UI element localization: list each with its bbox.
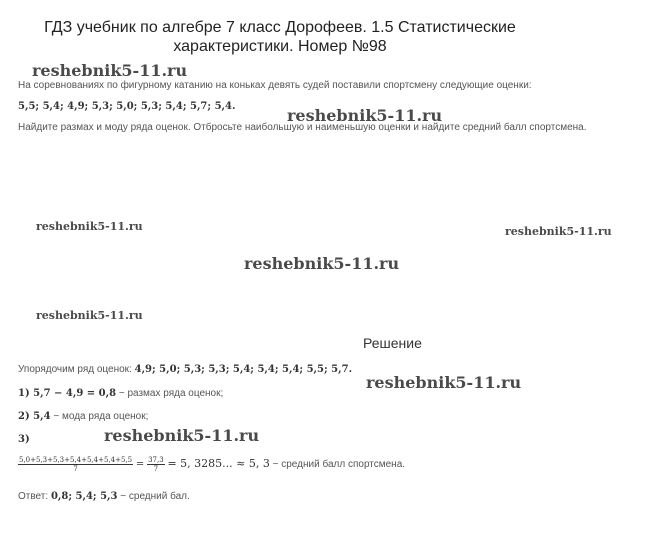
fraction-sum-numerator: 5,0+5,3+5,3+5,4+5,4+5,4+5,5: [19, 456, 133, 464]
task-scores: 5,5; 5,4; 4,9; 5,3; 5,0; 5,3; 5,4; 5,7; 5,4.: [18, 101, 236, 112]
watermark: reshebnik5-11.ru: [32, 61, 188, 80]
step-1-math: 1) 5,7 − 4,9 = 0,8: [18, 388, 117, 399]
fraction-total: [147, 456, 165, 473]
page-title: ГДЗ учебник по алгебре 7 класс Дорофеев. 1.5 Статистические характеристики. Номер №98: [44, 19, 516, 55]
step-1: [18, 388, 223, 399]
watermark: reshebnik5-11.ru: [104, 426, 260, 445]
step-3-formula: [18, 456, 405, 473]
watermark: reshebnik5-11.ru: [36, 220, 143, 233]
watermark: reshebnik5-11.ru: [505, 225, 612, 238]
watermark: reshebnik5-11.ru: [366, 373, 522, 392]
step-1-text: − размах ряда оценок;: [118, 388, 224, 399]
task-intro: На соревнованиях по фигурному катанию на коньках девять судей поставили спортсмену следующие оценки:: [18, 80, 532, 91]
step-3-label: 3): [18, 434, 30, 445]
mean-result: = 5, 3285... ≈ 5, 3: [167, 457, 270, 471]
watermark: reshebnik5-11.ru: [287, 106, 443, 125]
step-3-text: − средний балл спортсмена.: [272, 459, 406, 471]
fraction-total-denominator: 7: [153, 465, 159, 473]
answer-line: [18, 491, 190, 502]
answer-text: − средний бал.: [120, 491, 190, 502]
fraction-sum: [18, 456, 133, 473]
sorted-values: 4,9; 5,0; 5,3; 5,3; 5,4; 5,4; 5,4; 5,5; 5,7.: [134, 364, 353, 375]
fraction-total-numerator: 37,3: [148, 456, 164, 464]
watermark: reshebnik5-11.ru: [244, 254, 400, 273]
answer-values: 0,8; 5,4; 5,3: [50, 491, 118, 502]
sorted-line: [18, 364, 352, 375]
step-2-math: 2) 5,4: [18, 411, 51, 422]
sorted-label: Упорядочим ряд оценок:: [18, 364, 132, 375]
fraction-sum-denominator: 7: [73, 465, 78, 473]
watermark: reshebnik5-11.ru: [36, 309, 143, 322]
equals-sign: =: [135, 459, 145, 471]
task-question: Найдите размах и моду ряда оценок. Отбросьте наибольшую и наименьшую оценки и найдите средний балл спортсмена.: [18, 122, 587, 133]
answer-label: Ответ:: [18, 491, 49, 502]
step-2-text: − мода ряда оценок;: [53, 411, 149, 422]
solution-heading: Решение: [363, 335, 422, 351]
step-2: [18, 411, 148, 422]
